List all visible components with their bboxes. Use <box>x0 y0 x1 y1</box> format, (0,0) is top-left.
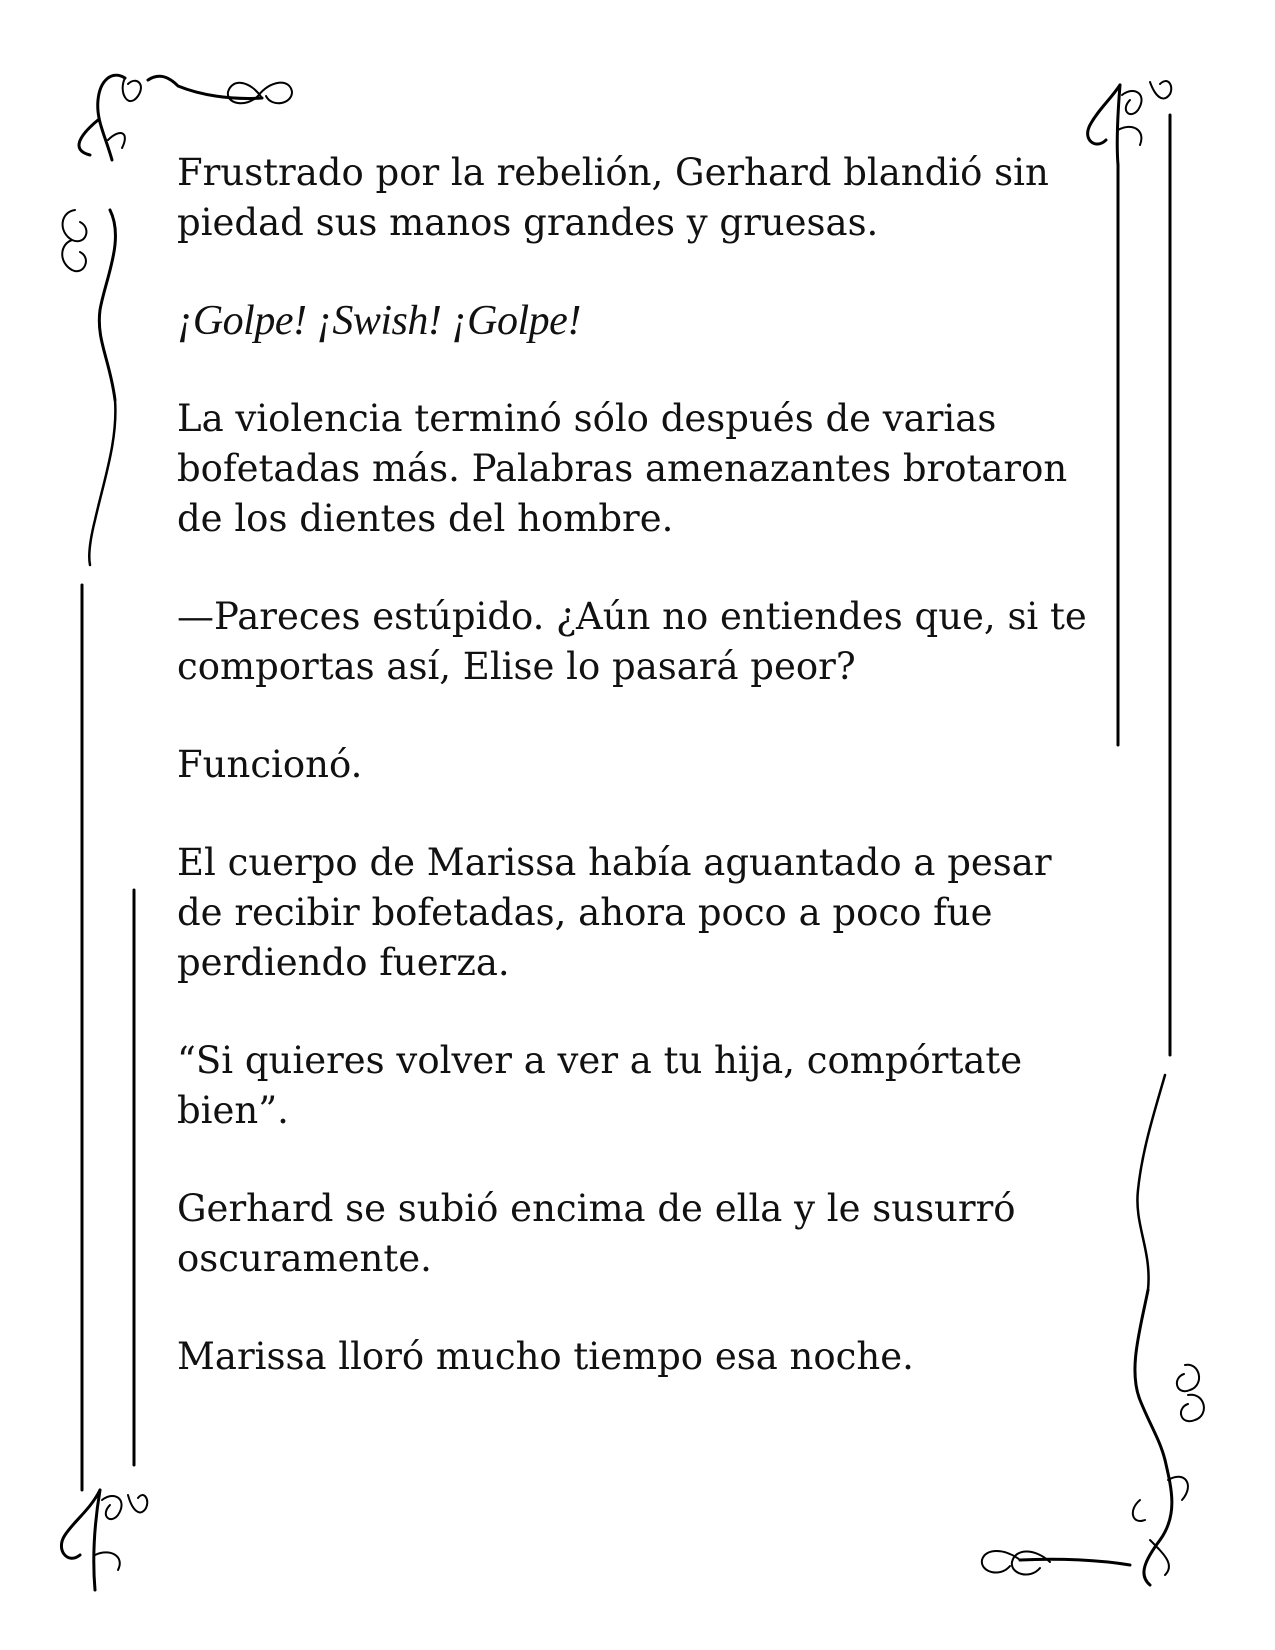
dialogue-paragraph: —Pareces estúpido. ¿Aún no entiendes que, si te comportas así, Elise lo pasará peor? <box>177 595 1087 688</box>
quote-paragraph: “Si quieres volver a ver a tu hija, compórtate bien”. <box>177 1039 1023 1132</box>
chapter-text <box>177 148 1107 1430</box>
paragraph: Marissa lloró mucho tiempo esa noche. <box>177 1335 914 1378</box>
paragraph: Frustrado por la rebelión, Gerhard blandió sin piedad sus manos grandes y gruesas. <box>177 151 1049 244</box>
bottom-left-flourish <box>61 1490 147 1590</box>
sound-effect-paragraph: ¡Golpe! ¡Swish! ¡Golpe! <box>177 298 581 344</box>
paragraph: Gerhard se subió encima de ella y le susurró oscuramente. <box>177 1187 1016 1280</box>
paragraph: El cuerpo de Marissa había aguantado a pesar de recibir bofetadas, ahora poco a poco fue perdiendo fuerza. <box>177 841 1052 984</box>
paragraph: Funcionó. <box>177 743 363 786</box>
paragraph: La violencia terminó sólo después de varias bofetadas más. Palabras amenazantes brotaron de los dientes del hombre. <box>177 397 1068 540</box>
